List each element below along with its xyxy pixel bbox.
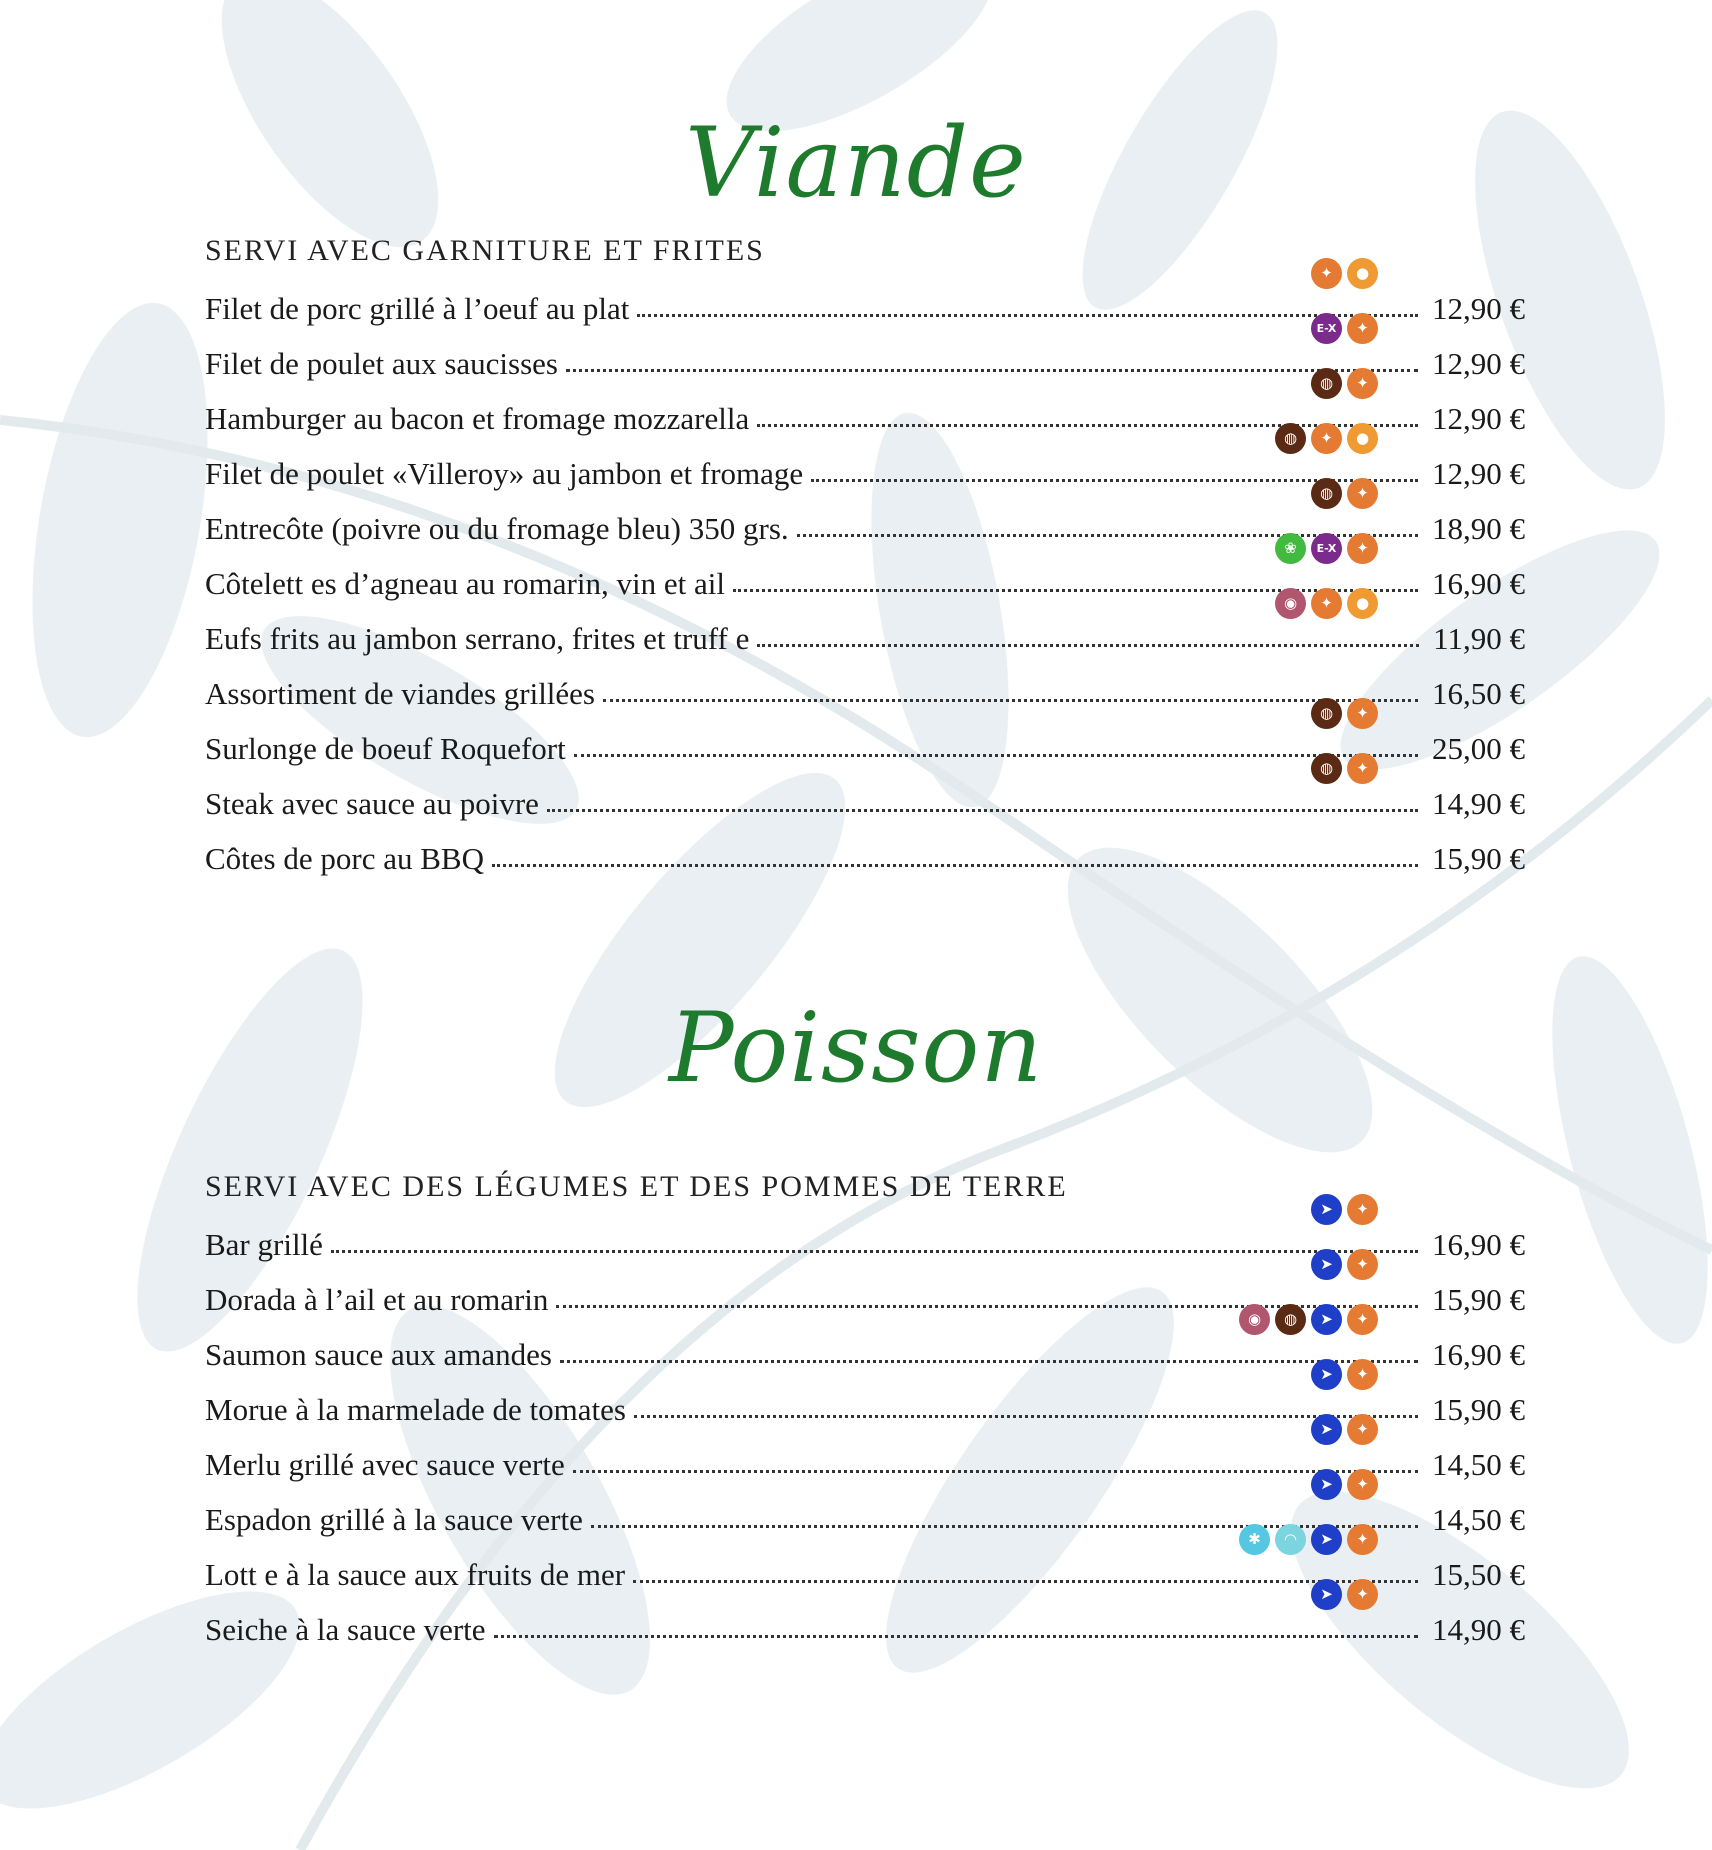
menu-item-price: 15,90 € [1432, 841, 1525, 876]
menu-item-name: Filet de porc grillé à l’oeuf au plat [205, 291, 630, 326]
dot-leader [566, 365, 1418, 372]
menu-item-price: 16,90 € [1432, 1337, 1525, 1372]
milk-icon: ◍ [1311, 753, 1342, 784]
allergen-icons [1239, 1524, 1378, 1555]
menu-item-price: 14,90 € [1432, 1612, 1525, 1647]
dot-leader [560, 1356, 1418, 1363]
dot-leader [574, 750, 1418, 757]
menu-item-price: 12,90 € [1432, 291, 1525, 326]
milk-icon: ◍ [1275, 1304, 1306, 1335]
dot-leader [757, 640, 1419, 647]
menu-item [205, 830, 1525, 874]
dot-leader [492, 860, 1418, 867]
menu-item-name: Surlonge de boeuf Roquefort [205, 731, 566, 766]
menu-item-name: Lott e à la sauce aux fruits de mer [205, 1557, 626, 1592]
fish-icon: ➤ [1311, 1194, 1342, 1225]
menu-item-name: Côtelett es d’agneau au romarin, vin et ail [205, 566, 725, 601]
menu-item-name: Saumon sauce aux amandes [205, 1337, 552, 1372]
menu-item-name: Merlu grillé avec sauce verte [205, 1447, 565, 1482]
menu-item-name: Filet de poulet «Villeroy» au jambon et fromage [205, 456, 804, 491]
milk-icon: ◍ [1311, 698, 1342, 729]
menu-item-name: Seiche à la sauce verte [205, 1612, 486, 1647]
dot-leader [634, 1411, 1418, 1418]
menu-item-price: 12,90 € [1432, 456, 1525, 491]
crustacean-icon: ✱ [1239, 1524, 1270, 1555]
milk-icon: ◍ [1311, 368, 1342, 399]
mustard-icon: ◉ [1239, 1304, 1270, 1335]
allergen-icons [1239, 1304, 1378, 1335]
fish-icon: ➤ [1311, 1579, 1342, 1610]
menu-item-price: 14,50 € [1432, 1447, 1525, 1482]
gluten-icon: ✦ [1347, 1194, 1378, 1225]
eggs-icon: ● [1347, 423, 1378, 454]
eggs-icon: ● [1347, 588, 1378, 619]
eggs-icon: ● [1347, 258, 1378, 289]
fish-icon: ➤ [1311, 1359, 1342, 1390]
menu-item-name: Bar grillé [205, 1227, 323, 1262]
allergen-icons [1311, 1414, 1378, 1445]
fish-icon: ➤ [1311, 1304, 1342, 1335]
menu-item-price: 16,50 € [1432, 676, 1525, 711]
menu-item-price: 11,90 € [1433, 621, 1525, 656]
allergen-icons [1275, 423, 1378, 454]
section-title-viande: Viande [685, 107, 1027, 219]
allergen-icons [1311, 478, 1378, 509]
sulphites-icon: E-X [1311, 313, 1342, 344]
dot-leader [331, 1246, 1418, 1253]
allergen-icons [1311, 1194, 1378, 1225]
dot-leader [547, 805, 1418, 812]
section-subtitle-poisson: SERVI AVEC DES LÉGUMES ET DES POMMES DE TERRE [205, 1170, 1068, 1203]
menu-item-price: 16,90 € [1432, 1227, 1525, 1262]
dot-leader [637, 310, 1418, 317]
gluten-icon: ✦ [1347, 478, 1378, 509]
menu-item-name: Filet de poulet aux saucisses [205, 346, 558, 381]
allergen-icons [1311, 313, 1378, 344]
menu-item-price: 14,50 € [1432, 1502, 1525, 1537]
allergen-icons [1311, 1359, 1378, 1390]
menu-item-name: Eufs frits au jambon serrano, frites et truff e [205, 621, 750, 656]
gluten-icon: ✦ [1347, 1359, 1378, 1390]
menu-item [205, 594, 1525, 656]
menu-item-name: Côtes de porc au BBQ [205, 841, 484, 876]
allergen-icons [1311, 258, 1378, 289]
section-title-poisson: Poisson [668, 992, 1044, 1104]
menu-item-price: 15,90 € [1432, 1392, 1525, 1427]
menu-item-name: Hamburger au bacon et fromage mozzarella [205, 401, 750, 436]
dot-leader [633, 1576, 1418, 1583]
menu-item-price: 18,90 € [1432, 511, 1525, 546]
milk-icon: ◍ [1275, 423, 1306, 454]
gluten-icon: ✦ [1347, 1524, 1378, 1555]
menu-item-name: Morue à la marmelade de tomates [205, 1392, 626, 1427]
menu-item-price: 15,50 € [1432, 1557, 1525, 1592]
allergen-icons [1311, 698, 1378, 729]
menu-item-name: Assortiment de viandes grillées [205, 676, 595, 711]
gluten-icon: ✦ [1311, 423, 1342, 454]
dot-leader [603, 695, 1418, 702]
menu-item [205, 1585, 1525, 1647]
menu-item-price: 12,90 € [1432, 401, 1525, 436]
gluten-icon: ✦ [1347, 533, 1378, 564]
menu-item-price: 14,90 € [1432, 786, 1525, 821]
menu-item-price: 12,90 € [1432, 346, 1525, 381]
fish-icon: ➤ [1311, 1469, 1342, 1500]
menu-item [205, 759, 1525, 821]
menu-item-price: 25,00 € [1432, 731, 1525, 766]
gluten-icon: ✦ [1347, 313, 1378, 344]
gluten-icon: ✦ [1311, 588, 1342, 619]
gluten-icon: ✦ [1347, 698, 1378, 729]
celery-icon: ❀ [1275, 533, 1306, 564]
menu-item-name: Steak avec sauce au poivre [205, 786, 539, 821]
gluten-icon: ✦ [1347, 1304, 1378, 1335]
gluten-icon: ✦ [1347, 1469, 1378, 1500]
menu-item-name: Espadon grillé à la sauce verte [205, 1502, 583, 1537]
mollusc-icon: ◠ [1275, 1524, 1306, 1555]
gluten-icon: ✦ [1311, 258, 1342, 289]
gluten-icon: ✦ [1347, 1249, 1378, 1280]
allergen-icons [1311, 1249, 1378, 1280]
mustard-icon: ◉ [1275, 588, 1306, 619]
gluten-icon: ✦ [1347, 753, 1378, 784]
milk-icon: ◍ [1311, 478, 1342, 509]
allergen-icons [1275, 588, 1378, 619]
allergen-icons [1311, 1469, 1378, 1500]
menu-item-price: 15,90 € [1432, 1282, 1525, 1317]
allergen-icons [1311, 368, 1378, 399]
gluten-icon: ✦ [1347, 1579, 1378, 1610]
menu-item-price: 16,90 € [1432, 566, 1525, 601]
menu-item-name: Dorada à l’ail et au romarin [205, 1282, 549, 1317]
dot-leader [494, 1631, 1418, 1638]
allergen-icons [1275, 533, 1378, 564]
section-subtitle-viande: SERVI AVEC GARNITURE ET FRITES [205, 234, 765, 267]
gluten-icon: ✦ [1347, 368, 1378, 399]
gluten-icon: ✦ [1347, 1414, 1378, 1445]
fish-icon: ➤ [1311, 1249, 1342, 1280]
sulphites-icon: E-X [1311, 533, 1342, 564]
fish-icon: ➤ [1311, 1414, 1342, 1445]
allergen-icons [1311, 753, 1378, 784]
menu-item-name: Entrecôte (poivre ou du fromage bleu) 350 grs. [205, 511, 789, 546]
allergen-icons [1311, 1579, 1378, 1610]
fish-icon: ➤ [1311, 1524, 1342, 1555]
dot-leader [573, 1466, 1418, 1473]
